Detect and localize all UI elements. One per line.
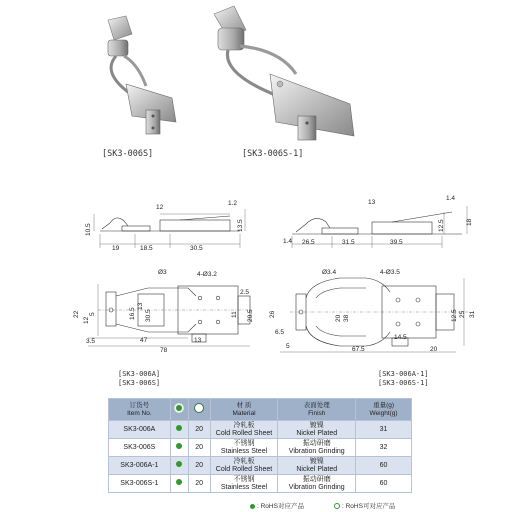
finish-en: Vibration Grinding [288,483,345,491]
dim-left-top-30-5: 30.5 [145,309,152,322]
material-en: Stainless Steel [220,483,268,491]
cell-finish [278,421,356,439]
rohs-dot-icon [176,443,182,449]
code-right-a1: [SK3-006A-1] [378,370,429,378]
dim-right-top-6-5: 6.5 [275,329,285,336]
cell-item: SK3-006S [109,439,171,457]
dim-left-side-13-5: 13.5 [237,219,244,232]
footnote-rohs-text: : RoHS对应产品 [257,503,304,510]
header-weight [356,399,412,421]
dim-left-top-diam-3: Ø3 [158,269,167,276]
rohs-dot-icon [176,461,182,467]
dim-left-top-2-5: 2.5 [240,289,250,296]
dim-right-side-39-5: 39.5 [390,239,403,246]
dim-right-side-26-5: 26.5 [302,239,315,246]
header-item-cn: 订货号 [129,401,150,409]
table-row [109,475,412,493]
material-cn: 冷轧板 [233,421,255,429]
dim-right-side-1-4-top: 1.4 [446,195,456,202]
material-cn: 不锈钢 [233,439,255,447]
product-label-right: [SK3-006S-1] [242,149,304,159]
cell-item: SK3-006S-1 [109,475,171,493]
dim-right-side-31-5: 31.5 [342,239,355,246]
rohs-dot-icon [176,479,182,485]
dim-left-top-11: 11 [231,311,238,318]
rohs-capable-dot-icon [334,503,340,509]
material-en: Cold Rolled Sheet [215,429,273,437]
dim-right-side-12-5: 12.5 [438,219,445,232]
table-row [109,457,412,475]
finish-cn: 振动研磨 [302,439,331,447]
latch-photo-small [86,12,196,142]
dim-left-top-16-5: 16.5 [129,307,136,320]
latch-photo-large [200,4,370,144]
dim-left-top-47: 47 [140,337,148,344]
spec-table [108,398,412,493]
cell-load: 20 [188,439,210,457]
header-material-cn: 材 质 [236,401,252,409]
cell-material [210,457,278,475]
dim-left-side-18-5: 18.5 [140,245,153,252]
cell-finish [278,475,356,493]
dim-right-side-1-4-left: 1.4 [283,238,293,245]
cell-item: SK3-006A [109,421,171,439]
header-weight-en: Weight(g) [369,409,398,417]
product-label-left: [SK3-006S] [102,149,154,159]
cell-weight: 60 [356,457,412,475]
material-en: Stainless Steel [220,447,268,455]
cell-weight: 31 [356,421,412,439]
cell-material [210,439,278,457]
dim-right-top-67-5: 67.5 [352,346,365,353]
dim-left-top-78: 78 [160,347,168,354]
header-finish-cn: 表面处理 [303,401,330,409]
dim-left-top-22: 22 [73,310,80,318]
dim-right-top-38: 38 [343,314,350,322]
code-left-s: [SK3-006S] [118,379,161,387]
dim-right-top-diam-3-4: Ø3.4 [322,269,337,276]
cell-load: 20 [188,475,210,493]
dim-right-top-25: 25 [459,310,466,318]
cell-item: SK3-006A-1 [109,457,171,475]
header-item [109,399,171,421]
dim-right-side-18: 18 [466,218,473,226]
dim-right-top-20b: 20 [430,346,438,353]
code-left-a: [SK3-006A] [118,370,161,378]
dim-right-top-12-5: 12.5 [451,309,458,322]
dim-left-side-1-2: 1.2 [228,200,238,207]
cell-weight: 32 [356,439,412,457]
dim-right-top-31: 31 [469,310,476,318]
header-finish [278,399,356,421]
rohs-logo-icon [174,403,184,413]
dim-right-side-13: 13 [368,199,376,206]
dim-left-side-19: 19 [112,245,120,252]
header-finish-en: Finish [308,409,326,417]
rohs-dot-icon [250,504,255,509]
cell-weight: 60 [356,475,412,493]
dim-right-top-5: 5 [286,343,290,350]
dim-left-side-12: 12 [156,204,164,211]
footnote-rohs [250,501,304,510]
finish-cn: 镀镍 [309,457,324,465]
header-load [188,399,210,421]
load-rating-icon [194,403,204,413]
dim-left-side-30-5: 30.5 [190,245,203,252]
material-cn: 冷轧板 [233,457,255,465]
dim-left-top-20-5: 20.5 [247,309,254,322]
material-cn: 不锈钢 [233,475,255,483]
cell-rohs [170,475,188,493]
cell-load: 20 [188,457,210,475]
dim-left-top-4-diam-3-2: 4-Ø3.2 [197,271,217,278]
cell-material [210,421,278,439]
code-right-s1: [SK3-006S-1] [378,379,429,387]
header-material [210,399,278,421]
table-row [109,439,412,457]
rohs-dot-icon [176,425,182,431]
dim-left-top-13: 13 [137,302,144,310]
finish-cn: 振动研磨 [302,475,331,483]
table-row [109,421,412,439]
finish-en: Vibration Grinding [288,447,345,455]
dim-left-top-13b: 13 [194,337,202,344]
material-en: Cold Rolled Sheet [215,465,273,473]
header-material-en: Material [232,409,256,417]
dim-right-top-14-5: 14.5 [394,334,407,341]
header-weight-cn: 重量(g) [373,401,395,409]
cell-rohs [170,421,188,439]
finish-en: Nickel Plated [296,465,338,473]
cell-material [210,475,278,493]
cell-rohs [170,457,188,475]
finish-en: Nickel Plated [296,429,338,437]
finish-cn: 镀镍 [309,421,324,429]
dim-right-top-26: 26 [269,310,276,318]
header-item-en: Item No. [127,409,152,417]
dim-left-top-3-5: 3.5 [86,338,96,345]
cell-finish [278,439,356,457]
dim-left-side-10-5: 10.5 [85,223,92,236]
cell-rohs [170,439,188,457]
footnote-rohs-capable [334,501,395,510]
header-rohs [170,399,188,421]
right-top-view-drawing [270,268,475,360]
dim-left-top-5: 5 [89,312,96,316]
footnote-rohs-capable-text: : RoHS可对应产品 [342,503,396,510]
dim-right-top-4-diam-3-5: 4-Ø3.5 [380,269,400,276]
cell-load: 20 [188,421,210,439]
dim-right-top-20: 20 [335,314,342,322]
cell-finish [278,457,356,475]
dim-left-top-12: 12 [83,316,90,324]
